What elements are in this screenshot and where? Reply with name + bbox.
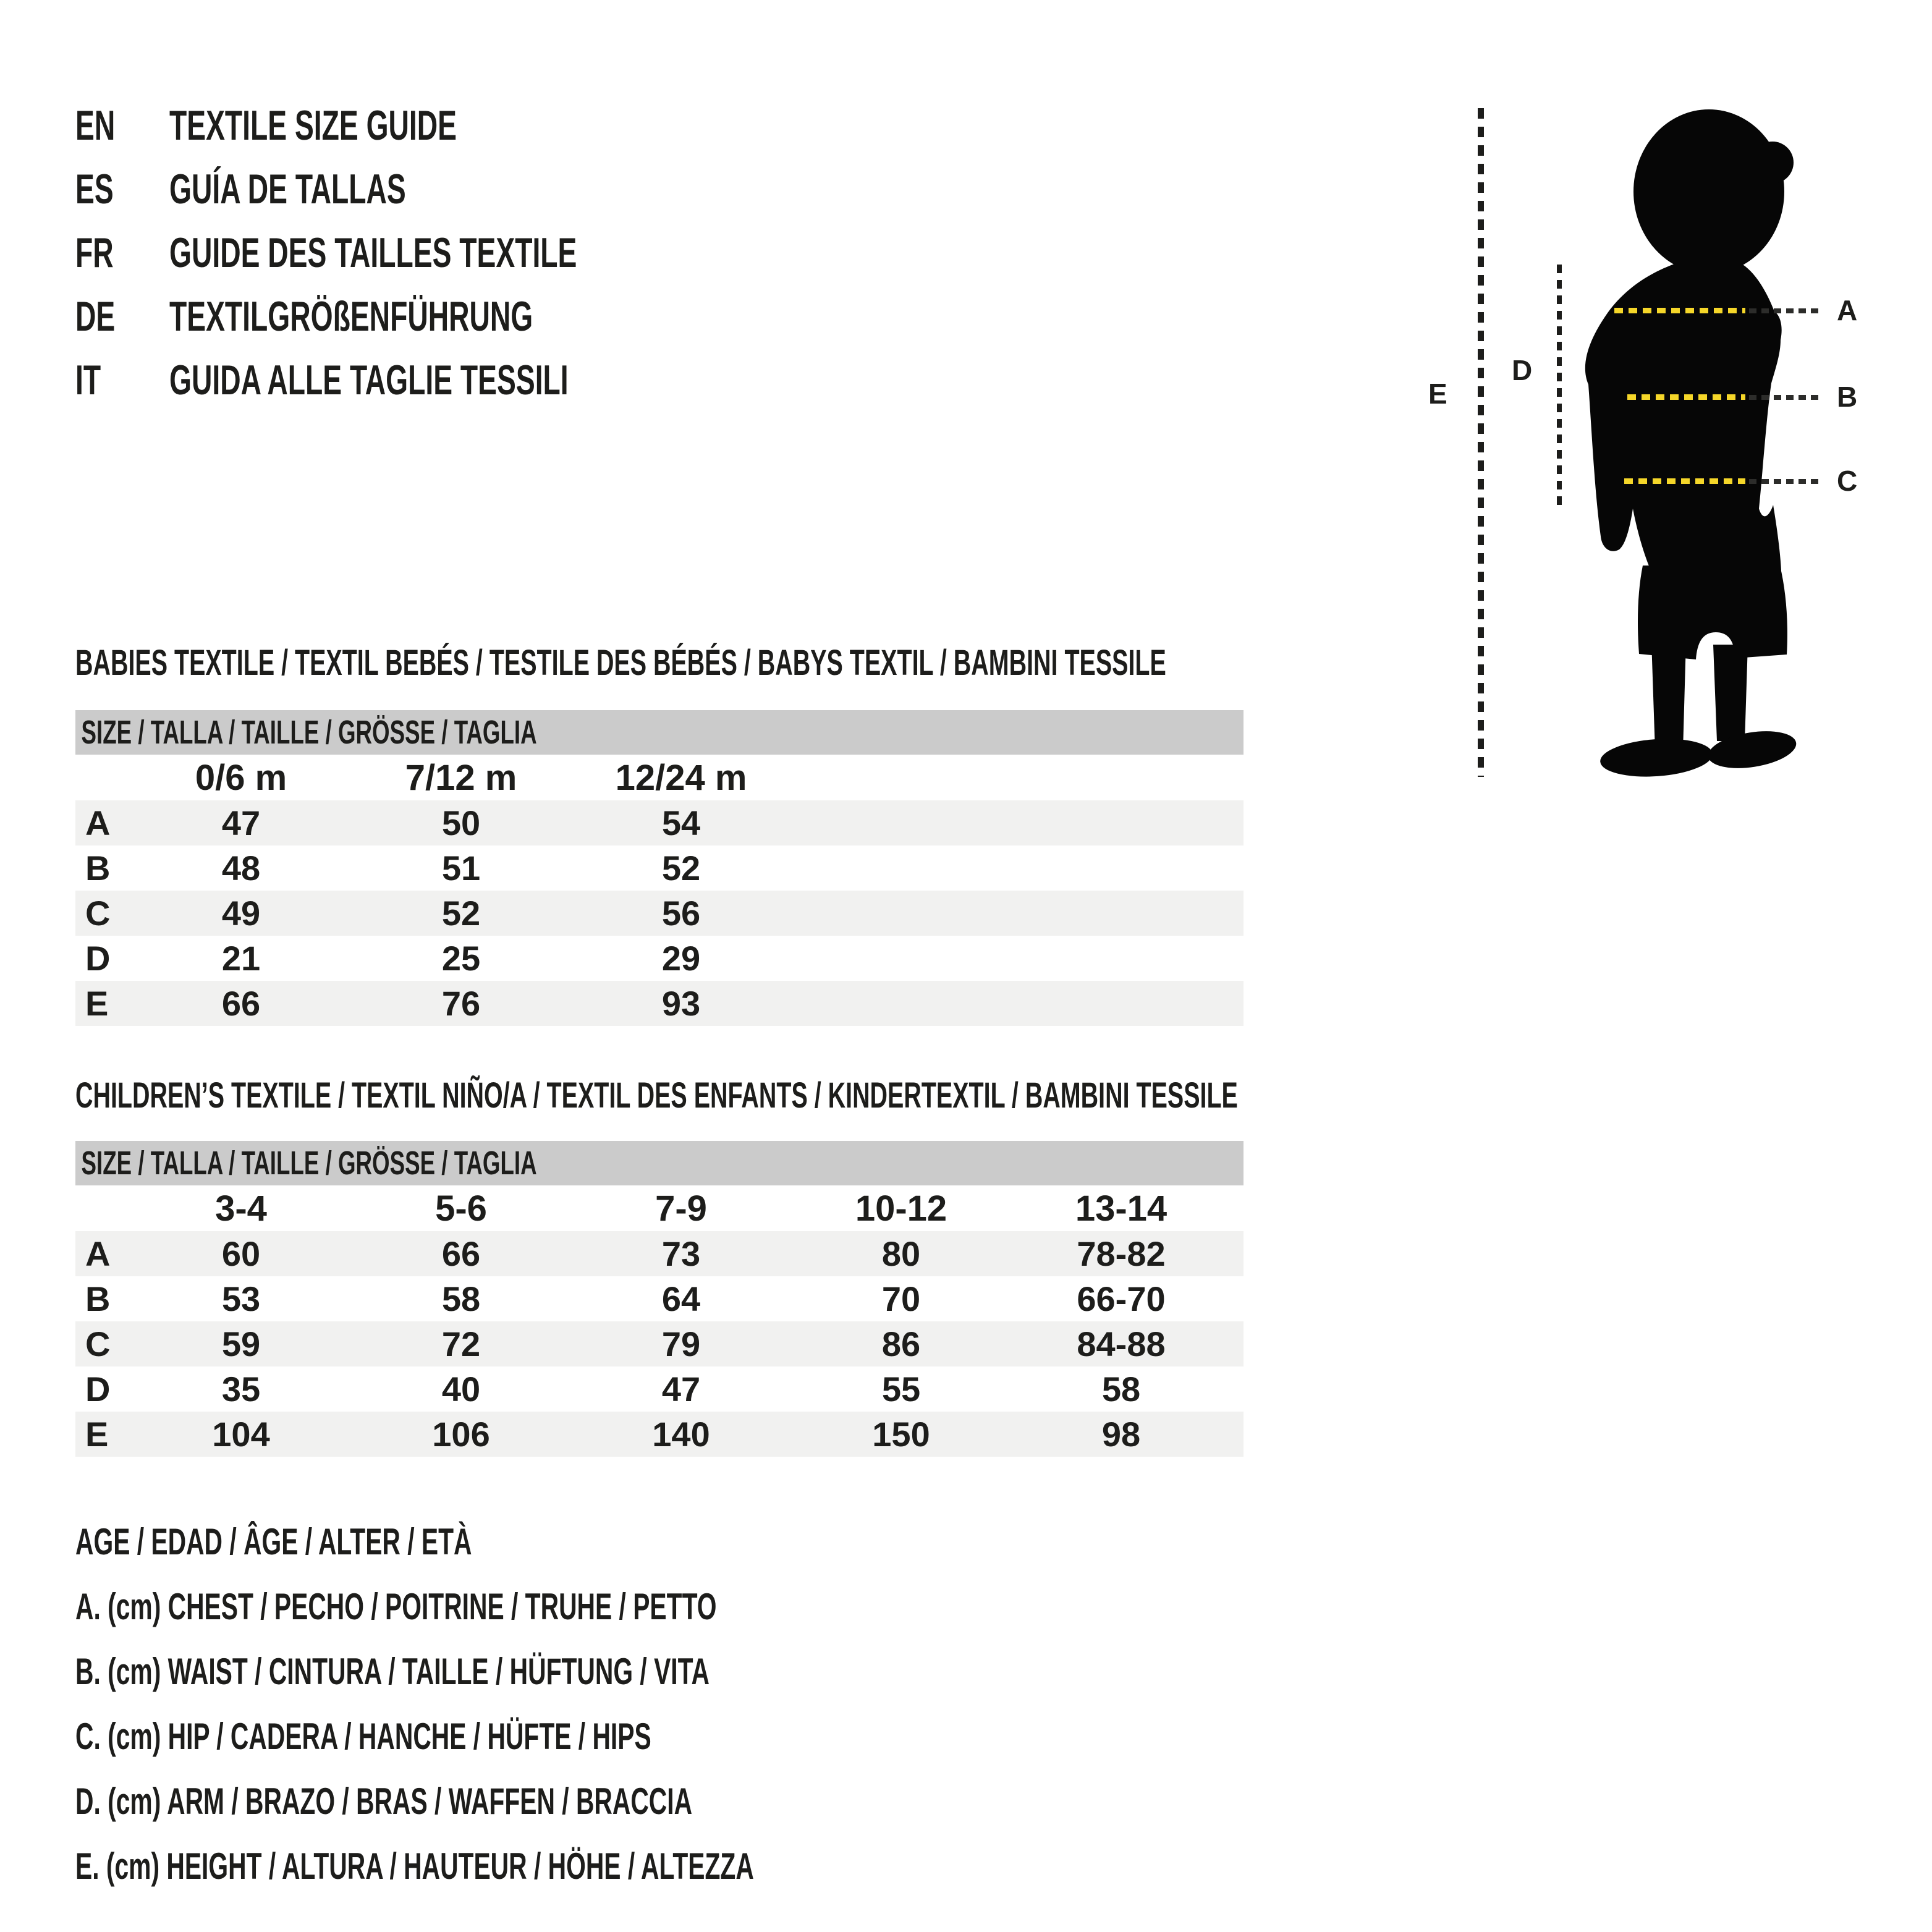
legend-line-height: E. (cm) HEIGHT / ALTURA / HAUTEUR / HÖHE / ALTEZZA [75, 1845, 754, 1887]
language-row-es [75, 167, 517, 211]
row-label-cell: E [75, 1412, 131, 1457]
column-header: 7/12 m [405, 757, 517, 798]
hip-measure-line-dark [1749, 479, 1822, 484]
chest-measure-line-dark [1749, 308, 1822, 313]
table-row [75, 845, 1244, 891]
legend-line-arm: D. (cm) ARM / BRAZO / BRAS / WAFFEN / BRACCIA [75, 1781, 693, 1822]
size-value-cell: 80 [791, 1231, 1011, 1276]
measure-label-c: C [1837, 465, 1858, 497]
column-header-row [75, 755, 1244, 800]
column-header: 10-12 [855, 1188, 947, 1229]
measure-label-a: A [1837, 294, 1858, 326]
size-value-cell: 59 [131, 1321, 351, 1366]
size-value-cell: 51 [441, 849, 481, 888]
size-value-cell: 73 [571, 1231, 791, 1276]
row-label-cell: A [75, 800, 131, 845]
measure-label-e: E [1428, 378, 1447, 410]
size-value-cell: 72 [351, 1321, 571, 1366]
row-label-cell: D [85, 1370, 111, 1409]
silhouette-right-leg [1713, 645, 1748, 741]
size-value-cell: 58 [441, 1279, 481, 1318]
size-header-label: SIZE / TALLA / TAILLE / GRÖSSE / TAGLIA [81, 1145, 537, 1182]
measure-label-b: B [1837, 381, 1858, 413]
measure-label-d: D [1512, 354, 1533, 386]
size-value-cell: 58 [1101, 1370, 1141, 1409]
size-value-cell: 47 [131, 800, 351, 845]
language-code: DE [75, 293, 116, 340]
size-value-cell: 66-70 [1077, 1279, 1166, 1318]
table-row [75, 1231, 1244, 1276]
size-header-label: SIZE / TALLA / TAILLE / GRÖSSE / TAGLIA [81, 714, 537, 751]
size-value-cell: 70 [881, 1279, 921, 1318]
size-value-cell: 48 [221, 849, 261, 888]
legend-line-chest: A. (cm) CHEST / PECHO / POITRINE / TRUHE / PETTO [75, 1586, 717, 1627]
language-title: TEXTILE SIZE GUIDE [169, 102, 457, 149]
language-title: TEXTILGRÖßENFÜHRUNG [169, 293, 533, 340]
size-value-cell: 76 [351, 981, 571, 1026]
row-label-cell: B [85, 849, 111, 888]
silhouette-left-shoe [1599, 735, 1714, 779]
table-row [75, 891, 1244, 936]
language-code: FR [75, 229, 114, 276]
size-value-cell: 140 [571, 1412, 791, 1457]
table-row [75, 981, 1244, 1026]
size-value-cell: 78-82 [1011, 1231, 1231, 1276]
size-value-cell: 55 [881, 1370, 921, 1409]
column-header: 7-9 [655, 1188, 707, 1229]
language-title: GUIDE DES TAILLES TEXTILE [169, 229, 577, 276]
language-title: GUIDA ALLE TAGLIE TESSILI [169, 357, 569, 404]
language-code: IT [75, 357, 101, 404]
size-value-cell: 49 [131, 891, 351, 936]
row-label-cell: B [85, 1279, 111, 1318]
table-row [75, 1412, 1244, 1457]
size-value-cell: 150 [791, 1412, 1011, 1457]
babies-section-heading: BABIES TEXTILE / TEXTIL BEBÉS / TESTILE DES BÉBÉS / BABYS TEXTIL / BAMBINI TESSILE [75, 643, 1166, 683]
table-row [75, 936, 1244, 981]
size-value-cell: 93 [571, 981, 791, 1026]
size-value-cell: 98 [1011, 1412, 1231, 1457]
size-value-cell: 25 [441, 939, 481, 978]
column-header: 3-4 [215, 1188, 267, 1229]
size-value-cell: 52 [351, 891, 571, 936]
column-header: 0/6 m [195, 757, 287, 798]
language-code: ES [75, 166, 114, 213]
row-label-cell: C [75, 1321, 131, 1366]
size-value-cell: 56 [571, 891, 791, 936]
size-value-cell: 104 [131, 1412, 351, 1457]
language-title: GUÍA DE TALLAS [169, 166, 406, 213]
size-value-cell: 21 [221, 939, 261, 978]
row-label-cell: E [75, 981, 131, 1026]
size-value-cell: 86 [791, 1321, 1011, 1366]
children-size-table [75, 1141, 1244, 1457]
size-value-cell: 47 [661, 1370, 701, 1409]
arm-measure-line-d [1557, 265, 1562, 511]
size-value-cell: 84-88 [1011, 1321, 1231, 1366]
language-row-fr [75, 231, 769, 274]
waist-measure-line-dark [1749, 395, 1822, 400]
legend-line-waist: B. (cm) WAIST / CINTURA / TAILLE / HÜFTUNG / VITA [75, 1651, 710, 1692]
size-header-bar [75, 710, 1244, 755]
size-value-cell: 50 [351, 800, 571, 845]
size-value-cell: 60 [131, 1231, 351, 1276]
table-row [75, 1366, 1244, 1412]
table-row [75, 1321, 1244, 1366]
size-value-cell: 66 [351, 1231, 571, 1276]
row-label-cell: A [75, 1231, 131, 1276]
table-row [75, 1276, 1244, 1321]
hip-measure-line-yellow [1624, 478, 1745, 484]
language-row-it [75, 358, 756, 402]
row-label-cell: C [75, 891, 131, 936]
table-row [75, 800, 1244, 845]
column-header: 5-6 [435, 1188, 487, 1229]
size-value-cell: 106 [351, 1412, 571, 1457]
size-value-cell: 52 [661, 849, 701, 888]
size-value-cell: 54 [571, 800, 791, 845]
waist-measure-line-yellow [1627, 394, 1745, 400]
children-section-heading: CHILDREN’S TEXTILE / TEXTIL NIÑO/A / TEXTIL DES ENFANTS / KINDERTEXTIL / BAMBINI TESSILE [75, 1075, 1238, 1116]
legend-line-hip: C. (cm) HIP / CADERA / HANCHE / HÜFTE / HIPS [75, 1716, 651, 1757]
row-label-cell: D [85, 939, 111, 978]
size-header-bar [75, 1141, 1244, 1185]
size-value-cell: 29 [661, 939, 701, 978]
size-value-cell: 35 [221, 1370, 261, 1409]
babies-size-table [75, 710, 1244, 1026]
language-row-en [75, 104, 592, 147]
legend-line-age: AGE / EDAD / ÂGE / ALTER / ETÀ [75, 1521, 472, 1562]
size-value-cell: 79 [571, 1321, 791, 1366]
language-code: EN [75, 102, 116, 149]
chest-measure-line-yellow [1614, 308, 1745, 313]
column-header: 12/24 m [615, 757, 747, 798]
column-header-row [75, 1185, 1244, 1231]
size-value-cell: 66 [131, 981, 351, 1026]
size-value-cell: 64 [661, 1279, 701, 1318]
column-header: 13-14 [1075, 1188, 1167, 1229]
size-value-cell: 40 [441, 1370, 481, 1409]
size-value-cell: 53 [221, 1279, 261, 1318]
language-row-de [75, 295, 704, 338]
